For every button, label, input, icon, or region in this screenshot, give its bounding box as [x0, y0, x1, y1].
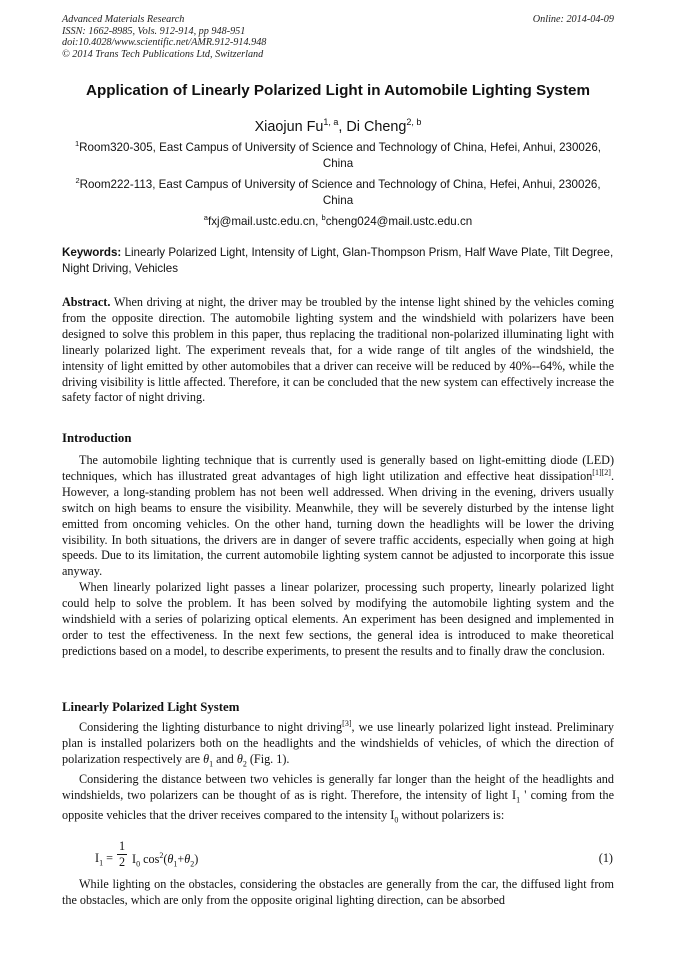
lin-p1-text-c: (Fig. 1). [246, 751, 290, 766]
theta-symbol: θ [203, 751, 210, 766]
author-separator: , [338, 118, 347, 135]
eq-theta-2: θ [184, 852, 191, 867]
eq-cos: cos [140, 852, 160, 867]
lin-p2-text-a: Considering the distance between two vehicles is generally far longer than the height of the headlights and windshields, two polarizers can be thought of as is right. Therefore, the intensity of light I [62, 772, 614, 803]
online-date-text: Online: 2014-04-09 [532, 14, 614, 25]
citation-3[interactable]: [3] [342, 718, 352, 728]
theta-sub-2: 2 [242, 759, 247, 769]
keywords-text: Linearly Polarized Light, Intensity of Light, Glan-Thompson Prism, Half Wave Plate, Tilt Degree, Night Driving, Vehicles [62, 246, 614, 275]
eq-theta-2-sub: 2 [190, 859, 195, 869]
i1-prime: ' [520, 788, 531, 803]
eq-theta-1-sub: 1 [173, 859, 178, 869]
intro-p1-text-b: . However, a long-standing problem has not been well addressed. When driving in the evening, drivers usually switch on high beams to ensure the visibility. Meanwhile, they will be severely disturbed by the intense light emitted from oncoming vehicles. On the other hand, turning down the headlights will be lower the driving visibility. In both situations, the drivers are in danger of severe traffic accidents, especially when going at high speeds. Due to its limitation, the current automobile lighting system cannot be adjusted to incorporate this issue anyway. [62, 468, 614, 579]
eq-i0-sub: 0 [136, 859, 141, 869]
lin-p1-text-a: Considering the lighting disturbance to night driving [79, 720, 343, 734]
equation-number: (1) [598, 851, 613, 865]
linear-paragraph-1 [62, 720, 614, 772]
email-a[interactable]: fxj@mail.ustc.edu.cn, [207, 214, 322, 228]
affiliation-2 [72, 173, 604, 209]
keywords-label: Keywords: [62, 246, 122, 259]
i1-sub: 1 [516, 795, 521, 805]
eq-i0: I [132, 852, 137, 867]
linear-system-continued [62, 877, 614, 909]
author-2: Di Cheng [346, 118, 407, 135]
introduction-section [62, 453, 614, 660]
theta-symbol: θ [236, 751, 243, 766]
eq-denominator: 2 [118, 855, 126, 869]
affiliation-1-text: Room320-305, East Campus of University of Science and Technology of China, Hefei, Anhui, 230026, China [79, 140, 601, 170]
email-b-sup: b [321, 213, 326, 222]
eq-close-paren: ) [194, 852, 199, 867]
journal-name: Advanced Materials Research [62, 14, 185, 25]
eq-lhs-symbol: I [95, 851, 100, 865]
eq-exponent: 2 [159, 851, 164, 860]
lin-p1-text-b: , we use linearly polarized light instead. Preliminary plan is installed polarizers both on the headlights and the windshields of vehicles, of which the direction of polarization respectively are [62, 720, 614, 766]
abstract-label: Abstract. [62, 295, 111, 309]
equation-1 [95, 840, 615, 874]
eq-lhs-sub: 1 [99, 858, 104, 868]
issn-line: ISSN: 1662-8985, Vols. 912-914, pp 948-951 [62, 25, 246, 37]
linear-system-section [62, 720, 614, 829]
author-2-sup: 2, b [406, 117, 422, 127]
abstract [62, 295, 614, 406]
eq-equals: = [103, 851, 113, 865]
keywords [62, 245, 614, 276]
eq-numerator: 1 [118, 839, 126, 853]
introduction-paragraph-1 [62, 453, 614, 580]
linear-paragraph-3: While lighting on the obstacles, considering the obstacles are generally from the car, the diffused light from the obstacles, which are only from the opposite original lighting direction, can be absorbed [62, 877, 614, 907]
online-date [533, 14, 614, 26]
lin-p2-text-b: coming from the opposite vehicles that the driver receives compared to the intensity I [62, 788, 615, 823]
lin-p1-and: and [213, 751, 237, 766]
author-line [62, 112, 614, 137]
lin-p2-text-c: without polarizers is: [398, 808, 505, 823]
eq-theta-1: θ [167, 852, 174, 867]
author-1-sup: 1, a [323, 117, 339, 127]
email-line [62, 210, 614, 230]
author-1: Xiaojun Fu [254, 118, 324, 135]
linear-system-heading: Linearly Polarized Light System [62, 700, 240, 714]
affiliation-2-text: Room222-113, East Campus of University of Science and Technology of China, Hefei, Anhui, 230026, China [79, 177, 601, 207]
introduction-heading: Introduction [62, 431, 132, 445]
intro-p1-text-a: The automobile lighting technique that is currently used is generally based on light-emitting diode (LED) techniques, which has illustrated great advantages of high light utilization and effective heat dissipation [62, 453, 614, 483]
affiliation-1-sup: 1 [75, 139, 80, 148]
email-b[interactable]: cheng024@mail.ustc.edu.cn [325, 214, 473, 228]
linear-paragraph-2 [62, 772, 614, 829]
eq-rhs [132, 851, 198, 869]
citation-1-2[interactable]: [1][2] [592, 467, 611, 477]
email-a-sup: a [203, 213, 208, 222]
eq-plus: + [177, 852, 185, 867]
eq-fraction [117, 840, 127, 869]
affiliation-2-sup: 2 [75, 176, 80, 185]
eq-lhs [95, 851, 113, 867]
journal-header [62, 14, 266, 60]
affiliation-1 [72, 136, 604, 172]
doi-line: doi:10.4028/www.scientific.net/AMR.912-914.948 [62, 37, 267, 49]
copyright-line: © 2014 Trans Tech Publications Ltd, Switzerland [62, 48, 264, 60]
abstract-text: When driving at night, the driver may be troubled by the intense light shined by the vehicles coming from the opposite direction. The automobile lighting system and the windshield with polarizers have been designed to solve this problem in this paper, thus replacing the traditional non-polarized illuminating light with linearly polarized light. The experiment reveals that, for a wide range of tilt angles of the windshield, the intensity of light emitted by other automobiles that a driver can receive will be reduced by 40%--64%, while the driving visibility is little affected. Therefore, it can be concluded that the new system can effectively increase the safety factor of night driving. [62, 295, 614, 405]
introduction-paragraph-2: When linearly polarized light passes a linear polarizer, processing such property, linearly polarized light could help to solve the problem. It has been solved by modifying the automobile lighting system and the windshield with a series of polarizing optical elements. An experiment has been designed and implemented in order to test the effectiveness. In the next few sections, the general idea is introduced to make theoretical predictions based on a model, to describe experiments, to present the results and to finally draw the conclusion. [62, 580, 614, 658]
eq-open-paren: ( [163, 852, 168, 867]
theta-sub-1: 1 [209, 759, 214, 769]
i0-sub: 0 [394, 815, 399, 825]
paper-title: Application of Linearly Polarized Light in Automobile Lighting System [85, 82, 591, 99]
